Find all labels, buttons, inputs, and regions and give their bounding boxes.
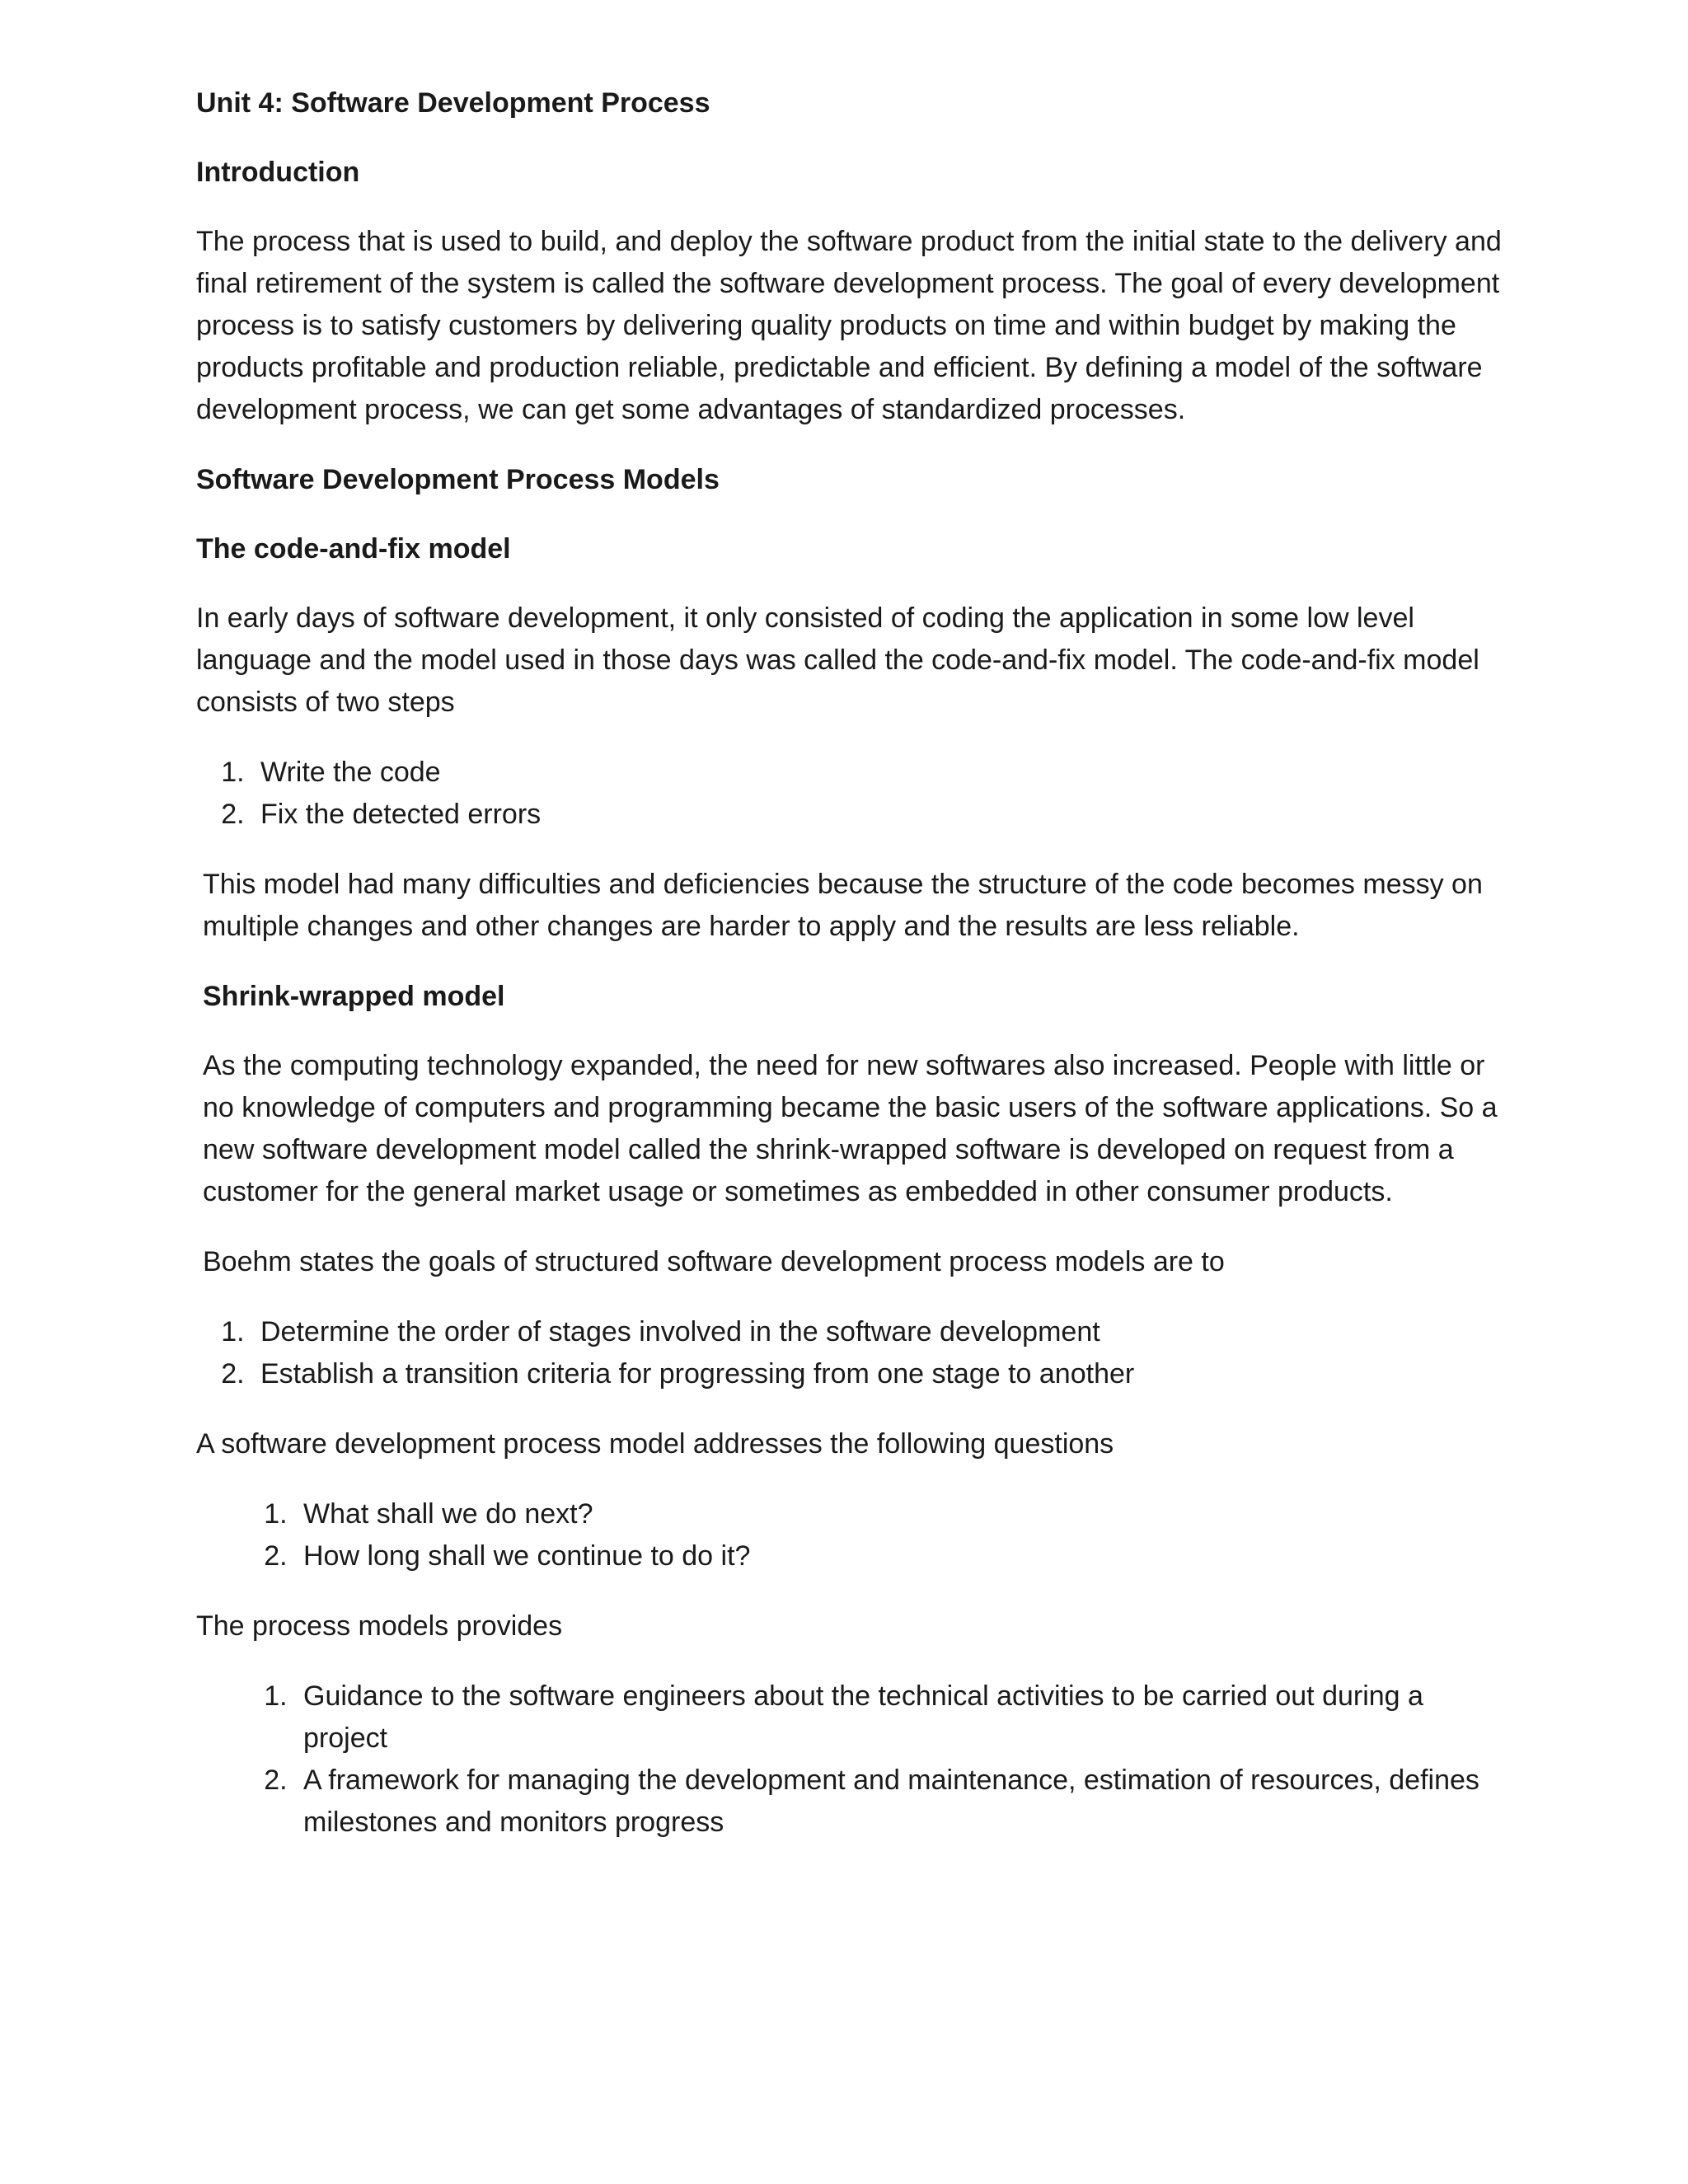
- list-item: 2. Establish a transition criteria for progressing from one stage to another: [252, 1353, 1515, 1395]
- introduction-paragraph: The process that is used to build, and deploy the software product from the initial state to the delivery and final retirement of the system is called the software development process. The goal of every development process is to satisfy customers by delivering quality products on time and within budget by making the products profitable and production reliable, predictable and efficient. By defining a model of the software development process, we can get some advantages of standardized processes.: [196, 226, 1502, 425]
- list-item: 2. A framework for managing the development and maintenance, estimation of resources, defines milestones and monitors progress: [295, 1760, 1515, 1844]
- shrink-wrapped-heading: Shrink-wrapped model: [203, 981, 505, 1012]
- boehm-paragraph: Boehm states the goals of structured software development process models are to: [203, 1246, 1225, 1277]
- list-item: 1. Write the code: [252, 752, 1515, 794]
- code-and-fix-steps: [196, 752, 1515, 836]
- provides-intro: The process models provides: [196, 1610, 563, 1642]
- code-and-fix-heading: The code-and-fix model: [196, 533, 511, 565]
- list-item: 2. Fix the detected errors: [252, 794, 1515, 836]
- list-item: 1. What shall we do next?: [295, 1493, 1515, 1535]
- code-and-fix-difficulties: This model had many difficulties and deficiencies because the structure of the code becomes messy on multiple changes and other changes are harder to apply and the results are less reliable.: [203, 869, 1483, 942]
- document-page: [196, 82, 1515, 1872]
- questions-intro: A software development process model addresses the following questions: [196, 1428, 1114, 1460]
- code-and-fix-paragraph: In early days of software development, it only consisted of coding the application in some low level language and the model used in those days was called the code-and-fix model. The code-and-fix model consists of two steps: [196, 602, 1479, 718]
- shrink-wrapped-paragraph: As the computing technology expanded, the need for new softwares also increased. People with little or no knowledge of computers and programming became the basic users of the software applications. So a new software development model called the shrink-wrapped software is developed on request from a customer for the general market usage or sometimes as embedded in other consumer products.: [203, 1050, 1498, 1207]
- list-item: 1. Determine the order of stages involved in the software development: [252, 1311, 1515, 1353]
- questions-list: [196, 1493, 1515, 1577]
- boehm-goals-list: [196, 1311, 1515, 1395]
- unit-title: Unit 4: Software Development Process: [196, 87, 710, 119]
- list-item: 1. Guidance to the software engineers about the technical activities to be carried out during a project: [295, 1675, 1515, 1760]
- models-heading: Software Development Process Models: [196, 464, 720, 495]
- provides-list: [196, 1675, 1515, 1844]
- introduction-heading: Introduction: [196, 157, 360, 188]
- list-item: 2. How long shall we continue to do it?: [295, 1535, 1515, 1577]
